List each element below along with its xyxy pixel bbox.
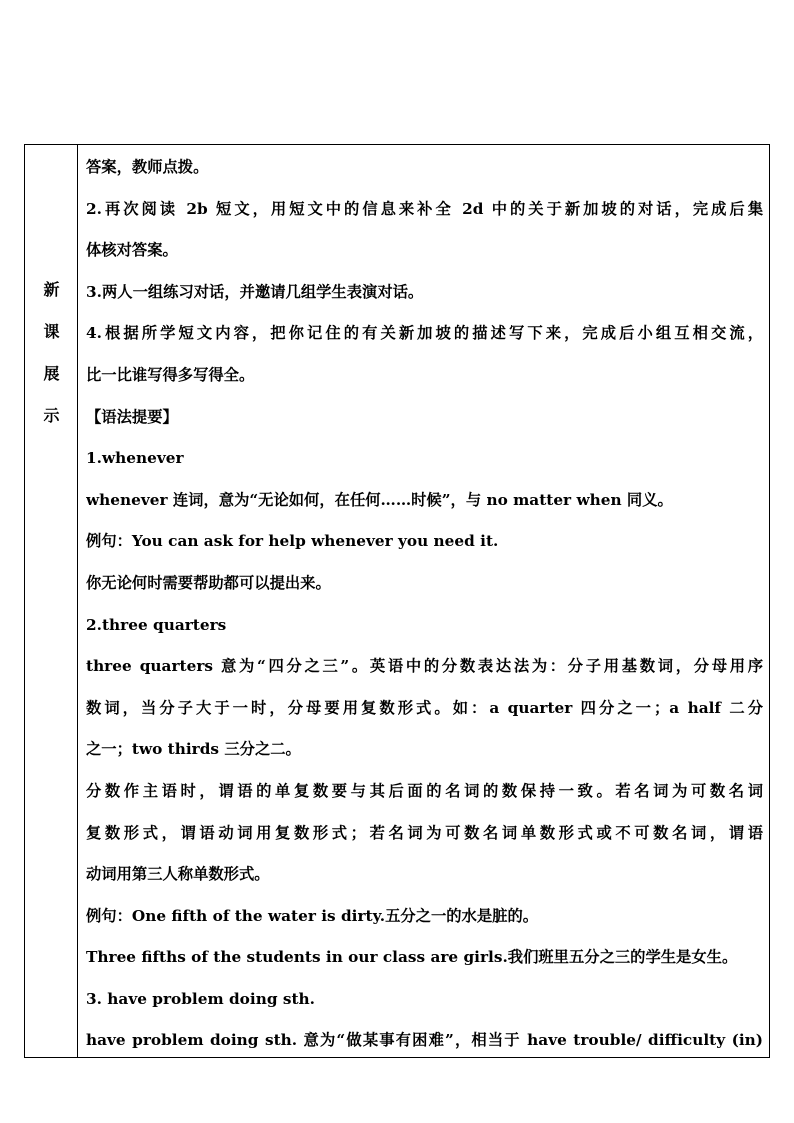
text-line: 答案，教师点拨。 — [86, 158, 209, 176]
section-label — [25, 269, 78, 437]
section-label-char: 示 — [43, 406, 60, 425]
example-sentence: 例句：You can ask for help whenever you need it. — [86, 532, 499, 551]
text-line: 3.两人一组练习对话，并邀请几组学生表演对话。 — [86, 282, 424, 301]
section-label-char: 课 — [43, 322, 60, 341]
text-line: 数词，当分子大于一时，分母要用复数形式。如：a quarter 四分之一；a half 二分 — [86, 698, 763, 717]
lesson-table — [24, 144, 770, 1058]
grammar-item-title: 3. have problem doing sth. — [86, 989, 315, 1008]
text-line: 之一；two thirds 三分之二。 — [86, 740, 301, 759]
section-label-char: 展 — [43, 364, 60, 383]
example-translation: 你无论何时需要帮助都可以提出来。 — [86, 573, 331, 592]
content-cell — [78, 145, 769, 1057]
grammar-item-title: 1.whenever — [86, 449, 184, 468]
example-sentence: Three fifths of the students in our class are girls.我们班里五分之三的学生是女生。 — [86, 948, 738, 967]
grammar-heading: 【语法提要】 — [86, 407, 178, 426]
text-line: three quarters 意为“四分之三”。英语中的分数表达法为：分子用基数词，分母用序 — [86, 657, 763, 676]
text-line: 体核对答案。 — [86, 241, 178, 260]
text-line: 分数作主语时，谓语的单复数要与其后面的名词的数保持一致。若名词为可数名词 — [86, 781, 763, 800]
text-line: 2.再次阅读 2b 短文，用短文中的信息来补全 2d 中的关于新加坡的对话，完成后集 — [86, 199, 763, 218]
text-line: 动词用第三人称单数形式。 — [86, 865, 270, 884]
section-label-cell — [25, 145, 78, 1057]
text-line: have problem doing sth. 意为“做某事有困难”，相当于 have trouble/ difficulty (in) — [86, 1031, 763, 1050]
grammar-item-title: 2.three quarters — [86, 615, 227, 634]
text-line: whenever 连词，意为“无论如何，在任何……时候”，与 no matter when 同义。 — [86, 490, 673, 509]
section-label-char: 新 — [43, 280, 60, 299]
text-line: 复数形式，谓语动词用复数形式；若名词为可数名词单数形式或不可数名词，谓语 — [86, 823, 763, 842]
text-line: 4.根据所学短文内容，把你记住的有关新加坡的描述写下来，完成后小组互相交流， — [86, 324, 763, 343]
text-line: 比一比谁写得多写得全。 — [86, 365, 255, 384]
example-sentence: 例句：One fifth of the water is dirty.五分之一的水是脏的。 — [86, 906, 539, 925]
